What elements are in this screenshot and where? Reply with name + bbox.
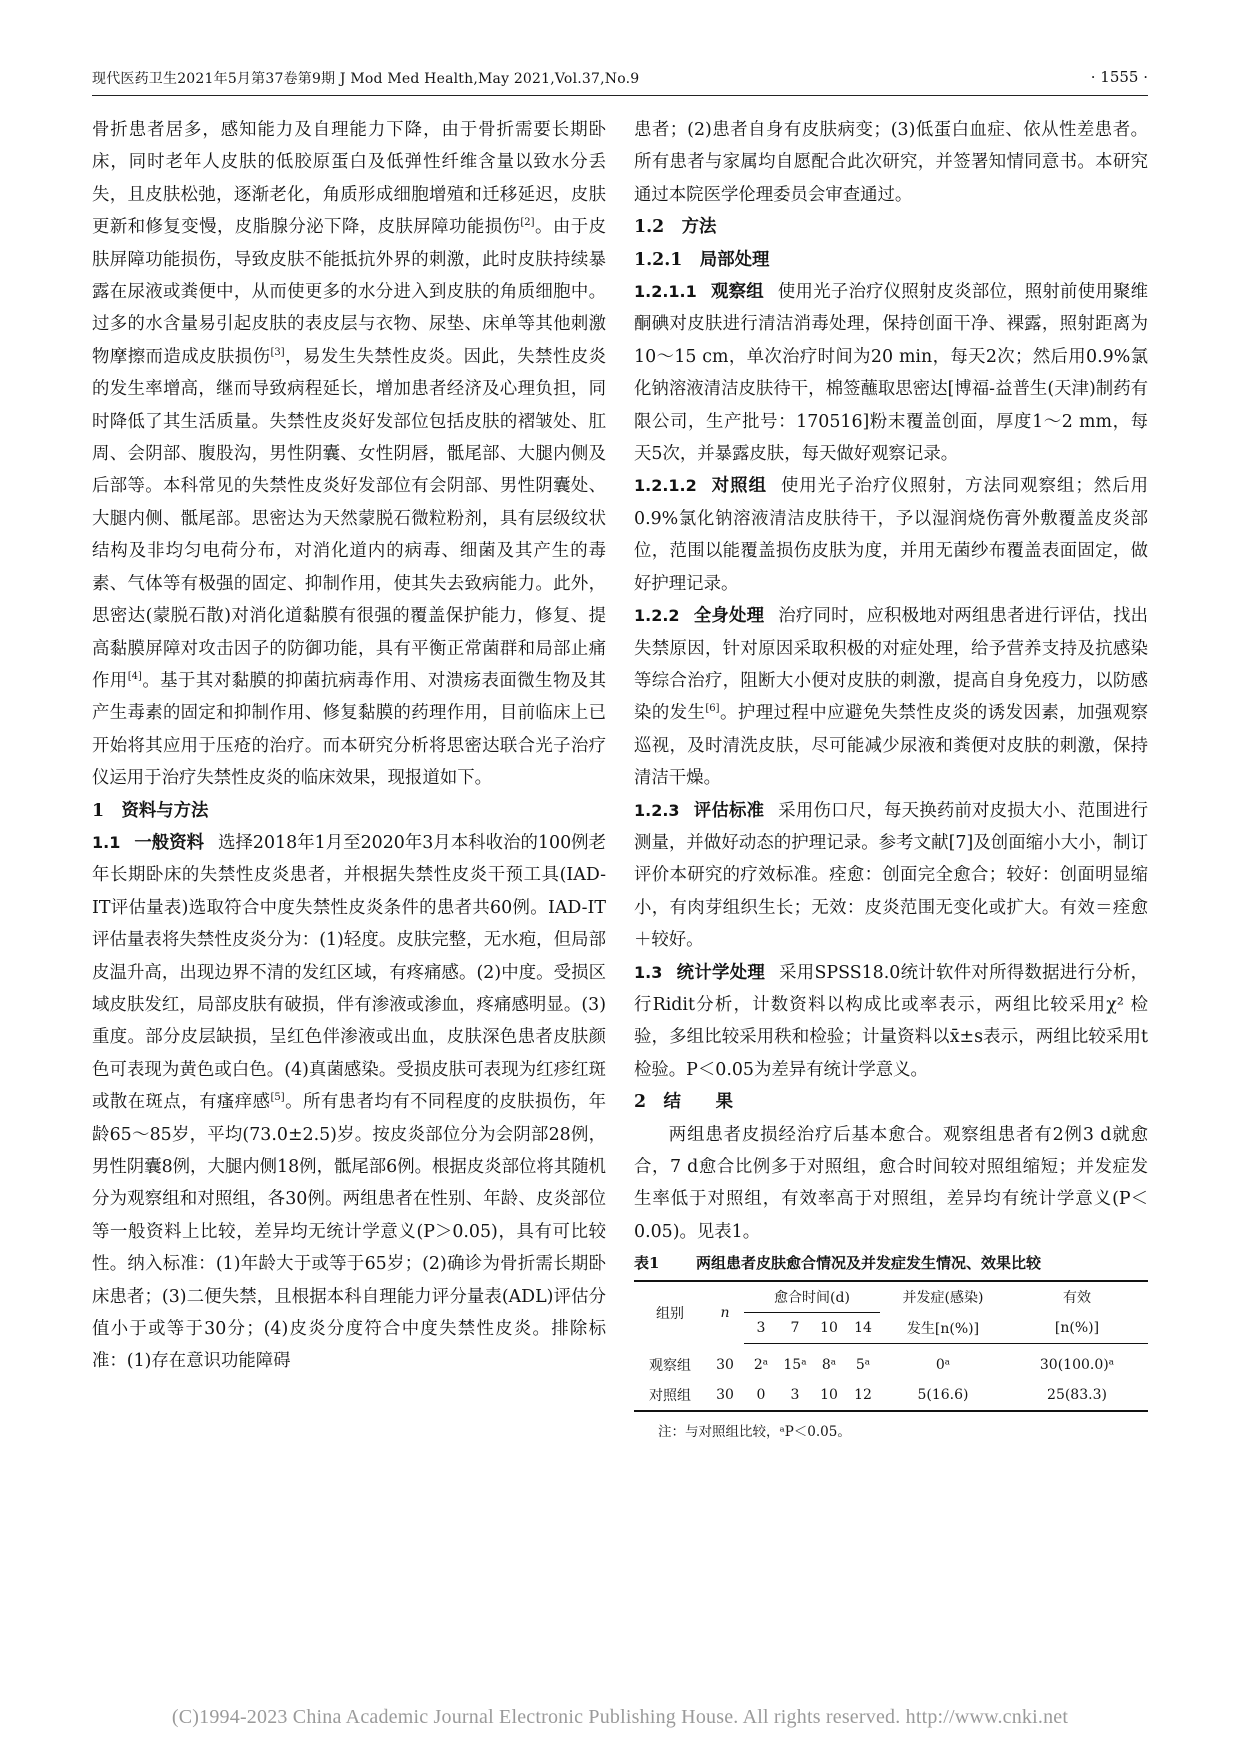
cell-effective: 30(100.0)ᵃ bbox=[1039, 1357, 1115, 1374]
cell-day14: 12 bbox=[854, 1387, 872, 1404]
citation-ref[interactable]: [4] bbox=[127, 671, 142, 683]
cell-complication: 5(16.6) bbox=[917, 1387, 969, 1404]
table-row bbox=[634, 1380, 1148, 1411]
cell-complication: 0ᵃ bbox=[935, 1357, 951, 1374]
header-day: 7 bbox=[778, 1313, 812, 1344]
cell-day7: 3 bbox=[790, 1387, 800, 1404]
header-day: 14 bbox=[846, 1313, 880, 1344]
results-table bbox=[634, 1280, 1148, 1412]
header-effective: 有效 bbox=[1063, 1290, 1091, 1307]
header-effective-unit: [n(%)] bbox=[1006, 1313, 1148, 1344]
table-caption bbox=[634, 1252, 1148, 1274]
cell-n: 30 bbox=[716, 1356, 734, 1373]
cell-group: 观察组 bbox=[649, 1357, 691, 1374]
journal-citation: 现代医药卫生2021年5月第37卷第9期 J Mod Med Health,May 2021,Vol.37,No.9 bbox=[92, 71, 640, 87]
cell-day10: 10 bbox=[820, 1387, 838, 1404]
citation-ref[interactable]: [3] bbox=[270, 347, 285, 359]
left-column bbox=[92, 114, 606, 1378]
general-info-paragraph: 1.1 一般资料 选择2018年1月至2020年3月本科收治的100例老年长期卧床的失禁性皮炎患者，并根据失禁性皮炎干预工具(IAD-IT评估量表)选取符合中度失禁性皮炎条件的患者共60例。IAD-IT评估量表将失禁性皮炎分为：(1)轻度。皮肤完整，无水疱，但局部皮温升高，出现边界不清的发红区域，有疼痛感。(2)中度。受损区域皮肤发红，局部皮肤有破损，伴有渗液或渗血，疼痛感明显。(3)重度。部分皮层缺损，呈红色伴渗液或出血，皮肤深色患者皮肤颜色可表现为黄色或白色。(4)真菌感染。受损皮肤可表现为红疹红斑或散在斑点，有瘙痒感[5]。所有患者均有不同程度的皮肤损伤，年龄65～85岁，平均(73.0±2.5)岁。按皮炎部位分为会阴部28例，男性阴囊8例，大腿内侧18例，骶尾部6例。根据皮炎部位将其随机分为观察组和对照组，各30例。两组患者在性别、年龄、皮炎部位等一般资料上比较，差异均无统计学意义(P＞0.05)，具有可比较性。纳入标准：(1)年龄大于或等于65岁；(2)确诊为骨折需长期卧床患者；(3)二便失禁，且根据本科自理能力评分量表(ADL)评估分值小于或等于30分；(4)皮炎分度符合中度失禁性皮炎。排除标准：(1)存在意识功能障碍 bbox=[92, 832, 606, 1372]
header-healing-time: 愈合时间(d) bbox=[744, 1281, 880, 1313]
header-group: 组别 bbox=[656, 1305, 684, 1322]
statistics-paragraph: 1.3 统计学处理 采用SPSS18.0统计软件对所得数据进行分析，行Ridit分析，计数资料以构成比或率表示，两组比较采用χ² 检验，多组比较采用秩和检验；计量资料以x̄±s表示，两组比较采用t检验。P＜0.05为差异有统计学意义。 bbox=[634, 962, 1148, 1080]
results-paragraph: 两组患者皮损经治疗后基本愈合。观察组患者有2例3 d就愈合，7 d愈合比例多于对照组，愈合时间较对照组缩短；并发症发生率低于对照组，有效率高于对照组，差异均有统计学意义(P＜0.05)。见表1。 bbox=[634, 1124, 1148, 1242]
systemic-treatment-paragraph: 1.2.2 全身处理 治疗同时，应积极地对两组患者进行评估，找出失禁原因，针对原因采取积极的对症处理，给予营养支持及抗感染等综合治疗，阻断大小便对皮肤的刺激，提高自身免疫力，以防感染的发生[6]。护理过程中应避免失禁性皮炎的诱发因素，加强观察巡视，及时清洗皮肤，尽可能减少尿液和粪便对皮肤的刺激，保持清洁干燥。 bbox=[634, 606, 1148, 789]
section-heading-2: 2 结 果 bbox=[634, 1092, 734, 1113]
citation-ref[interactable]: [2] bbox=[520, 217, 535, 229]
cell-n: 30 bbox=[716, 1387, 734, 1404]
table-title: 两组患者皮肤愈合情况及并发症发生情况、效果比较 bbox=[696, 1254, 1042, 1273]
header-complication-unit: 发生[n(%)] bbox=[880, 1313, 1006, 1344]
intro-paragraph: 骨折患者居多，感知能力及自理能力下降，由于骨折需要长期卧床，同时老年人皮肤的低胶原蛋白及低弹性纤维含量以致水分丢失，且皮肤松弛，逐渐老化，角质形成细胞增殖和迁移延迟，皮肤更新和修复变慢，皮脂腺分泌下降，皮肤屏障功能损伤[2]。由于皮肤屏障功能损伤，导致皮肤不能抵抗外界的刺激，此时皮肤持续暴露在尿液或粪便中，从而使更多的水分进入到皮肤的角质细胞中。过多的水含量易引起皮肤的表皮层与衣物、尿垫、床单等其他刺激物摩擦而造成皮肤损伤[3]，易发生失禁性皮炎。因此，失禁性皮炎的发生率增高，继而导致病程延长，增加患者经济及心理负担，同时降低了其生活质量。失禁性皮炎好发部位包括皮肤的褶皱处、肛周、会阴部、腹股沟，男性阴囊、女性阴唇，骶尾部、大腿内侧及后部等。本科常见的失禁性皮炎好发部位有会阴部、男性阴囊处、大腿内侧、骶尾部。思密达为天然蒙脱石微粒粉剂，具有层级纹状结构及非均匀电荷分布，对消化道内的病毒、细菌及其产生的毒素、气体等有极强的固定、抑制作用，使其失去致病能力。此外，思密达(蒙脱石散)对消化道黏膜有很强的覆盖保护能力，修复、提高黏膜屏障对攻击因子的防御功能，具有平衡正常菌群和局部止痛作用[4]。基于其对黏膜的抑菌抗病毒作用、对溃疡表面微生物及其产生毒素的固定和抑制作用、修复黏膜的药理作用，目前临床上已开始将其应用于压疮的治疗。而本研究分析将思密达联合光子治疗仪运用于治疗失禁性皮炎的临床效果，现报道如下。 bbox=[92, 120, 606, 789]
header-complication: 并发症(感染) bbox=[902, 1290, 984, 1307]
running-header bbox=[92, 62, 1148, 96]
cell-day14: 5ᵃ bbox=[855, 1357, 871, 1374]
table-note: 注：与对照组比较，ᵃP＜0.05。 bbox=[658, 1424, 851, 1441]
cell-day7: 15ᵃ bbox=[783, 1357, 807, 1374]
header-day: 10 bbox=[812, 1313, 846, 1344]
observation-group-paragraph: 1.2.1.1 观察组 使用光子治疗仪照射皮炎部位，照射前使用聚维酮碘对皮肤进行清洁消毒处理，保持创面干净、裸露，照射距离为10～15 cm，单次治疗时间为20 min，每天2次；然后用0.9%氯化钠溶液清洁皮肤待干，棉签蘸取思密达[博福-益普生(天津)制药有限公司，生产批号：170516]粉末覆盖创面，厚度1～2 mm，每天5次，并暴露皮肤，每天做好观察记录。 bbox=[634, 282, 1148, 465]
header-n: n bbox=[720, 1304, 730, 1321]
header-day: 3 bbox=[744, 1313, 778, 1344]
right-column bbox=[634, 114, 1148, 1442]
table-label: 表1 bbox=[634, 1254, 660, 1273]
cell-effective: 25(83.3) bbox=[1047, 1387, 1107, 1404]
criteria-continued: 患者；(2)患者自身有皮肤病变；(3)低蛋白血症、依从性差患者。所有患者与家属均自愿配合此次研究，并签署知情同意书。本研究通过本院医学伦理委员会审查通过。 bbox=[634, 120, 1148, 205]
cell-group: 对照组 bbox=[649, 1388, 691, 1405]
page-number: · 1555 · bbox=[1090, 68, 1148, 86]
copyright-watermark: (C)1994-2023 China Academic Journal Electronic Publishing House. All rights reserved. http://www.cnki.net bbox=[171, 1706, 1069, 1728]
table-row bbox=[634, 1344, 1148, 1381]
citation-ref[interactable]: [6] bbox=[705, 703, 720, 715]
cell-day3: 2ᵃ bbox=[753, 1357, 769, 1374]
cell-day10: 8ᵃ bbox=[821, 1357, 837, 1374]
section-heading-1-2-1: 1.2.1 局部处理 bbox=[634, 249, 770, 270]
citation-ref[interactable]: [5] bbox=[270, 1092, 285, 1104]
header-rule bbox=[92, 95, 1148, 96]
section-heading-1: 1 资料与方法 bbox=[92, 800, 209, 821]
evaluation-criteria-paragraph: 1.2.3 评估标准 采用伤口尺，每天换药前对皮损大小、范围进行测量，并做好动态的护理记录。参考文献[7]及创面缩小大小，制订评价本研究的疗效标准。痊愈：创面完全愈合；较好：创面明显缩小，有肉芽组织生长；无效：皮炎范围无变化或扩大。有效＝痊愈＋较好。 bbox=[634, 800, 1148, 951]
cell-day3: 0 bbox=[756, 1387, 766, 1404]
control-group-paragraph: 1.2.1.2 对照组 使用光子治疗仪照射，方法同观察组；然后用0.9%氯化钠溶液清洁皮肤待干，予以湿润烧伤膏外敷覆盖皮炎部位，范围以能覆盖损伤皮肤为度，并用无菌纱布覆盖表面固定，做好护理记录。 bbox=[634, 476, 1148, 594]
section-heading-1-2: 1.2 方法 bbox=[634, 217, 717, 238]
